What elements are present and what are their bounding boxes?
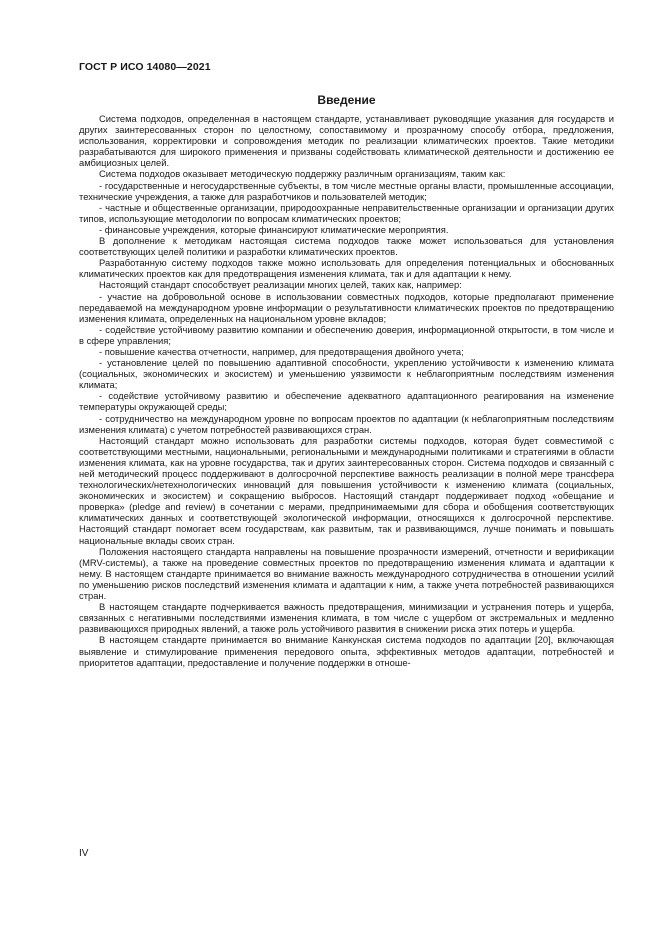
list-item: - государственные и негосударственные субъекты, в том числе местные органы власти, промышленные ассоциации, технические учреждения, а также для разработчиков и пользователей методик; <box>79 179 614 202</box>
paragraph: Положения настоящего стандарта направлены на повышение прозрачности измерений, отчетности и верификации (MRV-системы), а также на проведение совместных проектов по предотвращению изменения климата и адаптации к нему. В настоящем стандарте принимается во внимание важность международного сотрудничества в отношении усилий по уменьшению рисков последствий изменения климата и адаптации к ним, а также учета потребностей развивающихся стран. <box>79 545 614 602</box>
paragraph: Система подходов, определенная в настоящем стандарте, устанавливает руководящие указания для государств и других заинтересованных сторон по целостному, сопоставимому и прозрачному способу отбора, предложения, использования, корректировки и сопровождения методик по реализации климатических проектов. Такие методики разрабатываются для широкого применения и призваны содействовать климатической деятельности и достижению ее амбициозных целей. <box>79 113 614 169</box>
list-item: - частные и общественные организации, природоохранные неправительственные организации и организации других типов, использующие методологии по вопросам климатических проектов; <box>79 201 614 224</box>
list-item: - установление целей по повышению адаптивной способности, укреплению устойчивости к изменению климата (социальных, экономических и экосистем) и уменьшению уязвимости к неблагоприятным последствиям изменения климата; <box>79 357 614 391</box>
paragraph: Настоящий стандарт можно использовать для разработки системы подходов, которая будет совместимой с соответствующими местными, национальными, региональными и международными политиками и стратегиями в области изменения климата, как на уровне государства, так и других заинтересованных сторон. Система подходов и связанный с ней методический процесс поддерживают в долгосрочной перспективе важность реализации в полной мере трансфера технологических/нетехнологических инноваций для повышения устойчивости к изменению климата (социальных, экономических и экосистем) и сокращению выбросов. Настоящий стандарт поддерживает подход «обещание и проверка» (pledge and review) в сочетании с мерами, предпринимаемыми для сбора и обобщения соответствующих климатических данных и соответствующей экологической информации, относящихся к долгосрочной перспективе. Настоящий стандарт помогает всем государствам, как развитым, так и развивающимся, лучше понимать и повышать национальные вклады своих стран. <box>79 434 614 546</box>
list-item: - повышение качества отчетности, например, для предотвращения двойного учета; <box>99 345 464 357</box>
section-title: Введение <box>317 93 376 107</box>
paragraph: Разработанную систему подходов также можно использовать для определения потенциальных и обоснованных климатических проектов как для предотвращения изменения климата, так и для адаптации к нему. <box>79 257 614 280</box>
list-item: - финансовые учреждения, которые финансируют климатические мероприятия. <box>99 223 449 235</box>
list-item: - содействие устойчивому развитию компании и обеспечению доверия, информационной открытости, в том числе и в сфере управления; <box>79 323 614 346</box>
list-item: - содействие устойчивому развитию и обеспечение адекватного адаптационного реагирования на изменение температуры окружающей среды; <box>79 390 614 413</box>
page-number: IV <box>79 848 89 859</box>
list-item: - сотрудничество на международном уровне по вопросам проектов по адаптации (к неблагоприятным последствиям изменения климата) с учетом потребностей развивающихся стран. <box>79 412 614 435</box>
document-header: ГОСТ Р ИСО 14080—2021 <box>79 61 211 73</box>
list-item: - участие на добровольной основе в использовании совместных подходов, которые предполагают применение передаваемой на международном уровне информации о результативности климатических проектов по предотвращению изменения климата, определенных на национальном уровне вкладов; <box>79 290 614 324</box>
paragraph: Настоящий стандарт способствует реализации многих целей, таких как, например: <box>99 279 462 291</box>
paragraph: Система подходов оказывает методическую поддержку различным организациям, таким как: <box>99 168 506 180</box>
body-text <box>79 113 614 668</box>
paragraph: В настоящем стандарте принимается во внимание Канкунская система подходов по адаптации [20], включающая выявление и стимулирование применения передового опыта, эффективных методов адаптации, потребностей и приоритетов адаптации, предоставление и получение поддержки в отноше- <box>79 634 614 668</box>
paragraph: В дополнение к методикам настоящая система подходов также может использоваться для установления соответствующих целей политики и разработки климатических проектов. <box>79 235 614 258</box>
paragraph: В настоящем стандарте подчеркивается важность предотвращения, минимизации и устранения потерь и ущерба, связанных с негативными последствиями изменения климата, в том числе с ущербом от экстремальных и медленно развивающихся природных явлений, а также роль устойчивого развития в снижении риска этих потерь и ущерба. <box>79 601 614 635</box>
